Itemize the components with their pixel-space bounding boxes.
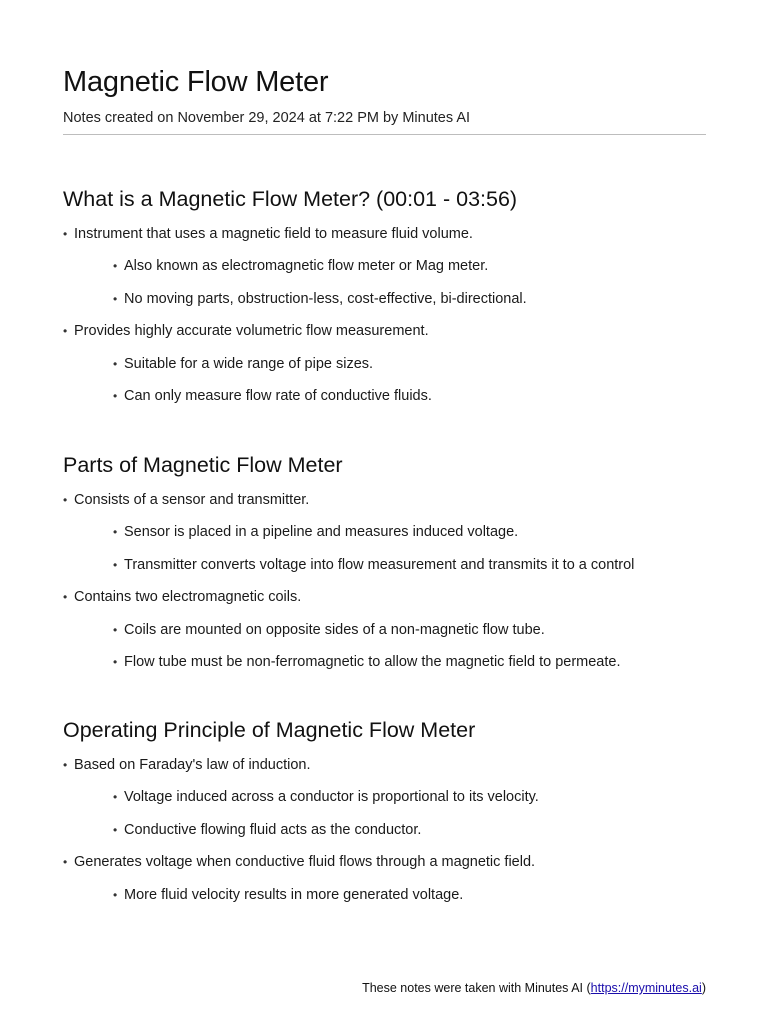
bullet-dot-icon: • xyxy=(63,324,68,339)
list-item-text: Transmitter converts voltage into flow measurement and transmits it to a control xyxy=(124,556,635,573)
bullet-dot-icon: • xyxy=(113,291,118,306)
document-meta: Notes created on November 29, 2024 at 7:22 PM by Minutes AI xyxy=(63,110,471,126)
footer-suffix: ) xyxy=(701,981,706,995)
sub-list-item xyxy=(63,353,706,385)
bullet-dot-icon: • xyxy=(113,388,118,403)
list-item-text: Contains two electromagnetic coils. xyxy=(74,589,302,606)
section-heading: What is a Magnetic Flow Meter? (00:01 - 03:56) xyxy=(63,187,518,211)
sub-list-item xyxy=(63,554,706,586)
list-item-text: Conductive flowing fluid acts as the conductor. xyxy=(124,821,422,838)
list-item-text: More fluid velocity results in more generated voltage. xyxy=(124,886,464,903)
list-item-text: Also known as electromagnetic flow meter or Mag meter. xyxy=(124,258,489,275)
bullet-dot-icon: • xyxy=(63,227,68,241)
bullet-dot-icon: • xyxy=(113,356,118,371)
list-item-text: Instrument that uses a magnetic field to measure fluid volume. xyxy=(74,226,473,242)
section-operating-principle xyxy=(63,714,706,916)
sub-list-item xyxy=(63,288,706,320)
footer-prefix: These notes were taken with Minutes AI ( xyxy=(362,981,591,995)
bullet-dot-icon: • xyxy=(63,758,68,772)
list-item-text: Sensor is placed in a pipeline and measures induced voltage. xyxy=(124,524,519,541)
list-item xyxy=(63,754,706,786)
section-what-is xyxy=(63,183,706,417)
footer-link[interactable]: https://myminutes.ai xyxy=(590,981,702,995)
sub-list-item xyxy=(63,786,706,818)
bullet-dot-icon: • xyxy=(63,590,68,605)
sub-list-item xyxy=(63,521,706,553)
bullet-dot-icon: • xyxy=(113,525,118,540)
list-item-text: Flow tube must be non-ferromagnetic to allow the magnetic field to permeate. xyxy=(124,653,621,670)
bullet-dot-icon: • xyxy=(113,654,118,669)
sub-list-item xyxy=(63,385,706,417)
document-title: Magnetic Flow Meter xyxy=(63,66,329,98)
bullet-dot-icon: • xyxy=(113,622,118,637)
list-item-text: Consists of a sensor and transmitter. xyxy=(74,492,310,508)
bullet-dot-icon: • xyxy=(63,855,68,870)
section-heading: Operating Principle of Magnetic Flow Meter xyxy=(63,718,476,742)
list-item-text: No moving parts, obstruction-less, cost-effective, bi-directional. xyxy=(124,290,527,307)
sub-list-item xyxy=(63,619,706,651)
list-item-text: Can only measure flow rate of conductive fluids. xyxy=(124,387,432,404)
bullet-dot-icon: • xyxy=(113,822,118,837)
section-heading: Parts of Magnetic Flow Meter xyxy=(63,453,343,477)
list-item-text: Coils are mounted on opposite sides of a non-magnetic flow tube. xyxy=(124,621,545,638)
list-item xyxy=(63,320,706,352)
list-item xyxy=(63,223,706,255)
list-item xyxy=(63,489,706,521)
list-item-text: Provides highly accurate volumetric flow measurement. xyxy=(74,323,429,340)
sub-list-item xyxy=(63,884,706,916)
list-item xyxy=(63,851,706,883)
list-item-text: Suitable for a wide range of pipe sizes. xyxy=(124,355,374,372)
list-item xyxy=(63,586,706,618)
bullet-dot-icon: • xyxy=(63,493,68,507)
list-item-text: Generates voltage when conductive fluid flows through a magnetic field. xyxy=(74,854,536,871)
section-parts xyxy=(63,449,706,683)
bullet-dot-icon: • xyxy=(113,557,118,572)
notes-page xyxy=(63,0,706,1024)
list-item-text: Based on Faraday's law of induction. xyxy=(74,757,311,773)
sub-list-item xyxy=(63,255,706,287)
bullet-list xyxy=(63,489,706,683)
list-item-text: Voltage induced across a conductor is proportional to its velocity. xyxy=(124,789,539,806)
bullet-dot-icon: • xyxy=(113,790,118,805)
sub-list-item xyxy=(63,819,706,851)
bullet-dot-icon: • xyxy=(113,259,118,274)
bullet-list xyxy=(63,223,706,417)
title-divider xyxy=(63,134,706,135)
sub-list-item xyxy=(63,651,706,683)
bullet-dot-icon: • xyxy=(113,887,118,902)
footer-note xyxy=(362,981,706,995)
bullet-list xyxy=(63,754,706,916)
